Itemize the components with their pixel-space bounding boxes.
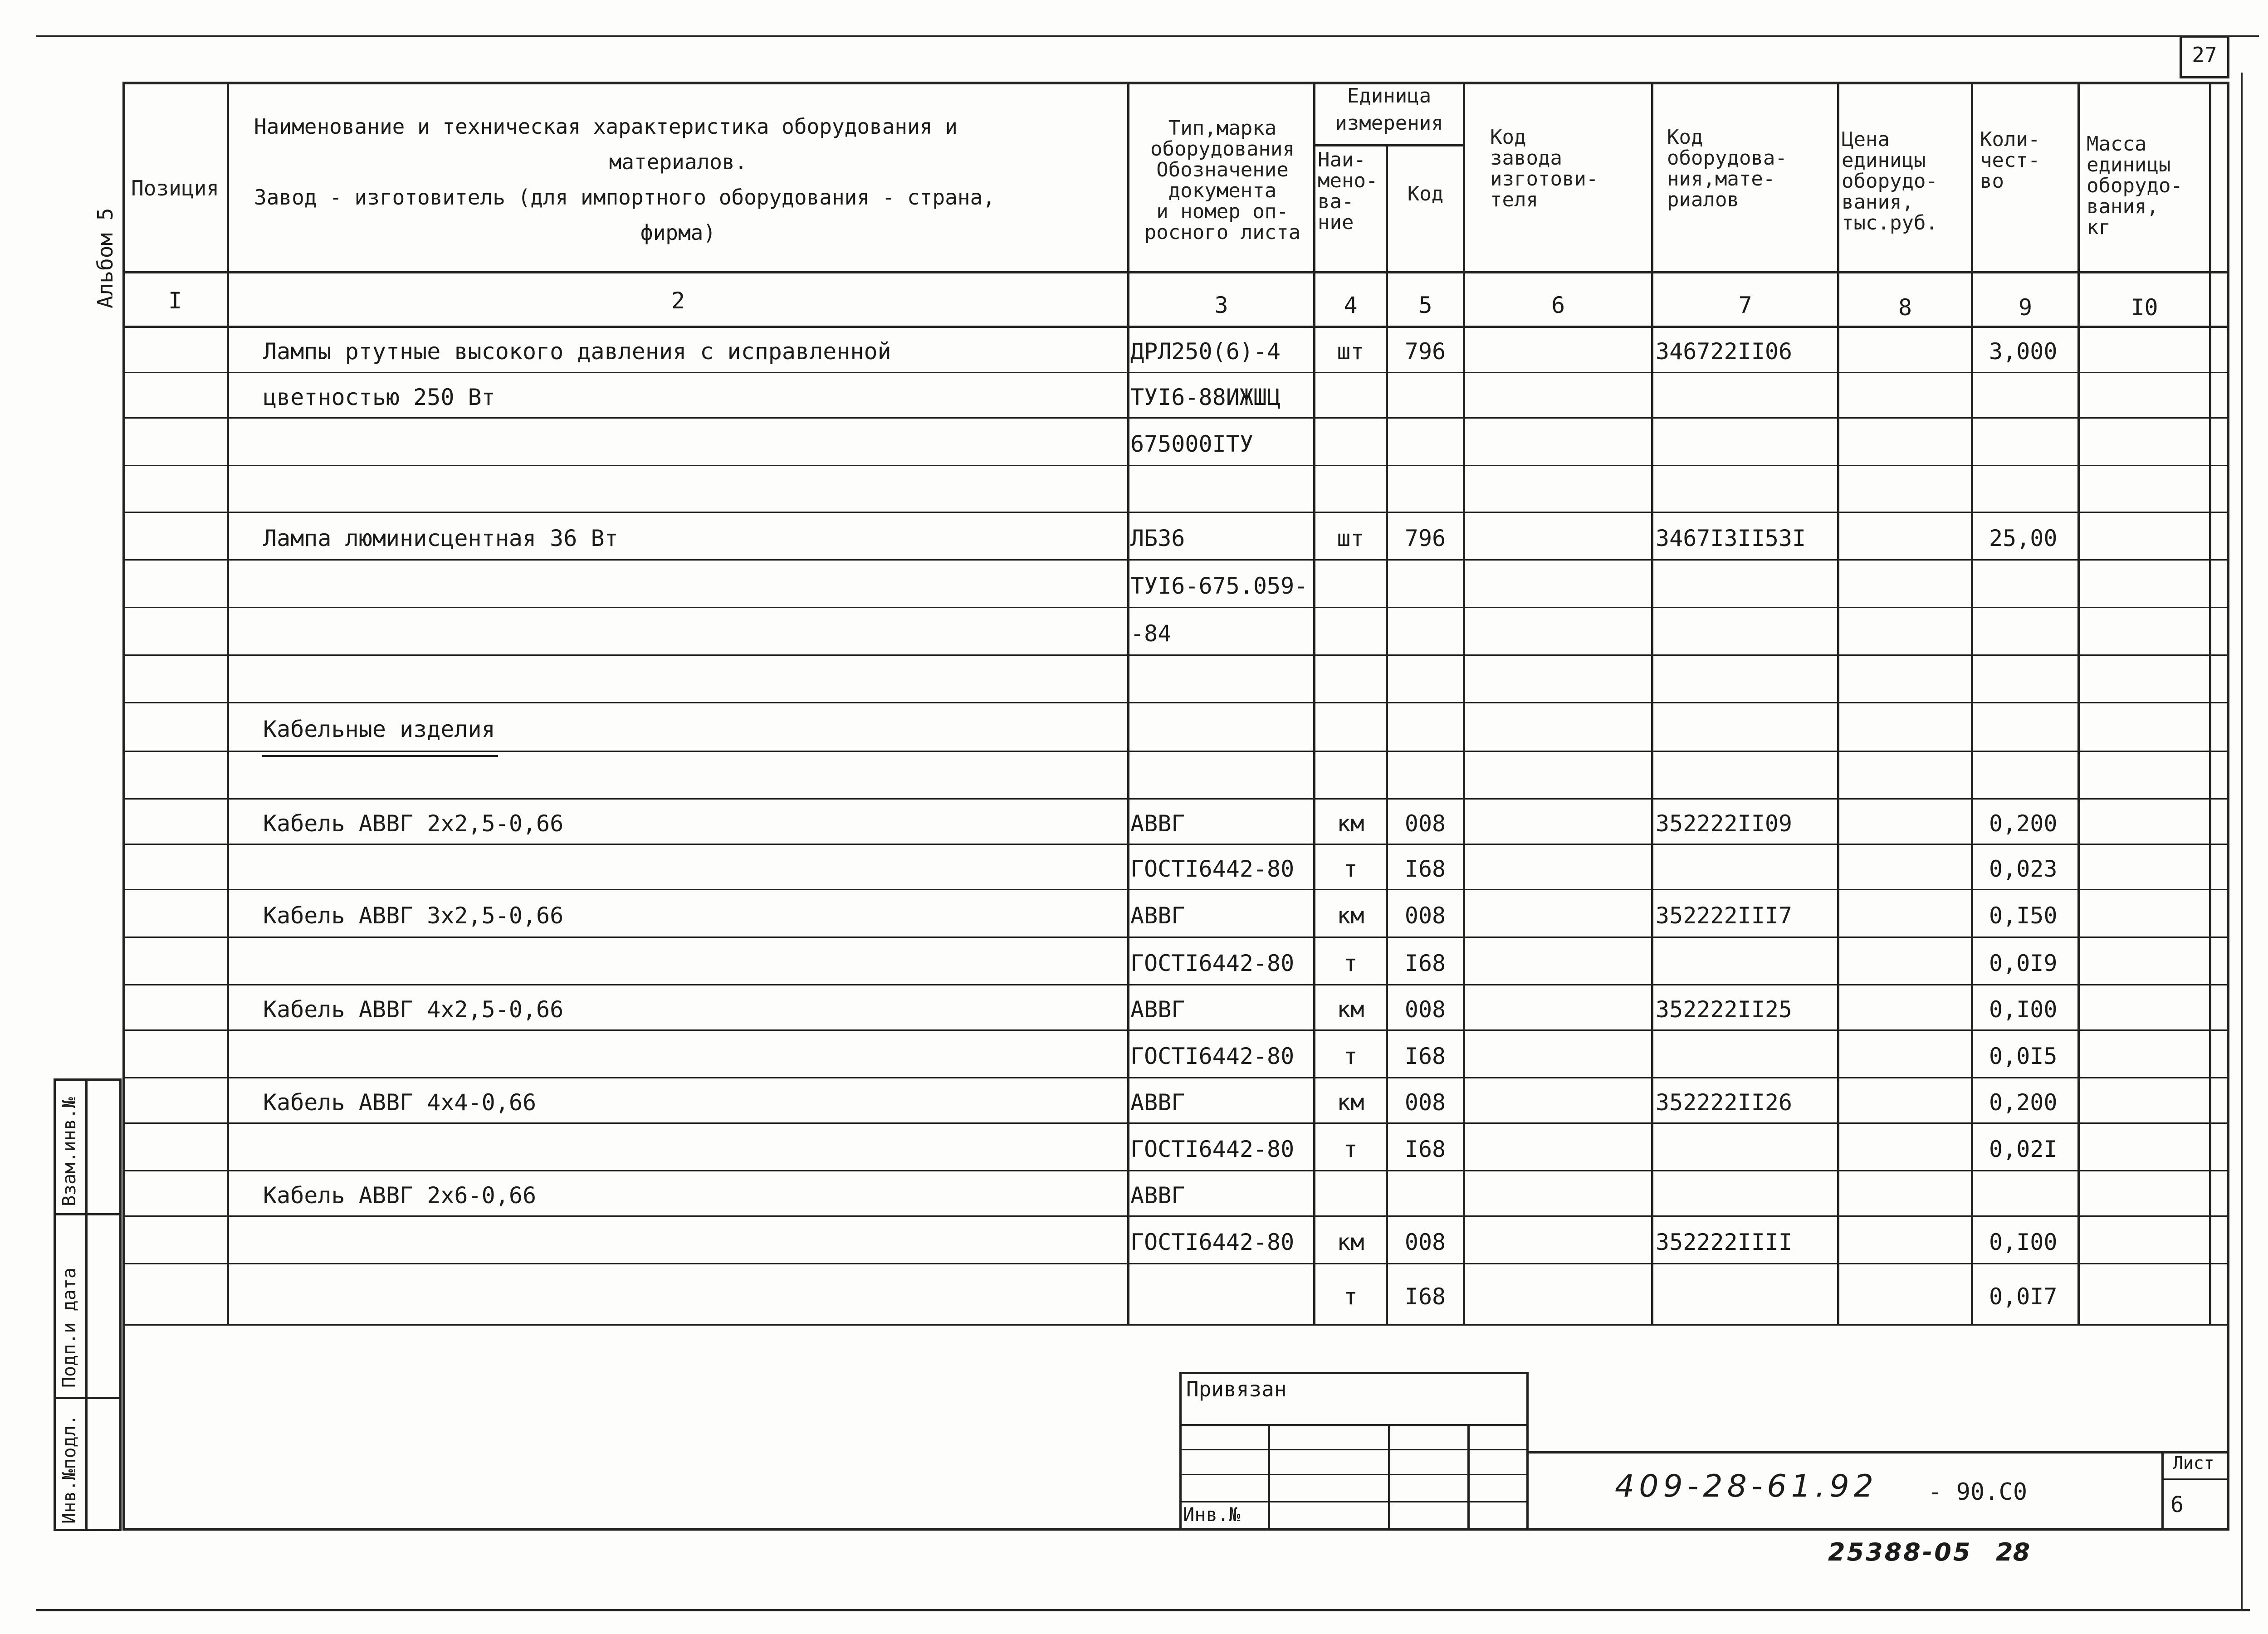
table-row-rule — [122, 372, 2229, 373]
cell-equip-code: 352222III7 — [1656, 902, 1793, 929]
header-type-line: Тип,марка — [1168, 117, 1277, 140]
header-factory-line: изготови- — [1490, 167, 1598, 190]
cell-type: 675000IТУ — [1130, 430, 1253, 457]
header-quantity — [1980, 129, 2075, 192]
table-row-rule — [122, 512, 2229, 513]
sheet-label: Лист — [2173, 1453, 2214, 1473]
header-unit-name-line: ва- — [1318, 190, 1354, 213]
cell-unit: т — [1344, 1283, 1358, 1310]
table-row-rule — [122, 1324, 2229, 1326]
header-factory-code — [1490, 127, 1644, 210]
header-name-line2: материалов. — [609, 150, 748, 174]
cell-code: 008 — [1404, 1229, 1446, 1255]
header-position: Позиция — [131, 176, 219, 200]
cell-qty: 0,200 — [1989, 1089, 2058, 1116]
header-unit-price — [1842, 129, 1971, 234]
table-row-rule — [122, 465, 2229, 466]
header-unit-name-line: Наи- — [1318, 148, 1366, 171]
table-row-rule — [122, 889, 2229, 890]
table-row-rule — [122, 702, 2229, 703]
header-mass-line: вания, — [2087, 195, 2159, 218]
cell-name: Кабель АВВГ 3x2,5-0,66 — [263, 902, 564, 929]
sheet-number: 6 — [2170, 1492, 2184, 1517]
column-number: 3 — [1214, 292, 1228, 318]
header-type-line: Обозначение — [1156, 158, 1289, 181]
table-row-rule — [122, 607, 2229, 608]
table-row-rule — [122, 844, 2229, 845]
header-type — [1132, 118, 1313, 243]
cell-code: I68 — [1404, 1283, 1446, 1310]
main-stamp-top-rule — [1529, 1451, 2229, 1454]
header-mass-line: единицы — [2087, 153, 2171, 176]
cell-unit: км — [1337, 1229, 1364, 1255]
cell-name: Лампа люминисцентная 36 Вт — [263, 525, 618, 551]
cell-unit: т — [1344, 856, 1358, 882]
header-factory-line: Код — [1490, 126, 1526, 149]
header-unit-line: Единица — [1347, 84, 1432, 107]
cell-unit: шт — [1337, 338, 1364, 365]
header-price-line: тыс.руб. — [1842, 211, 1938, 234]
section-underline — [262, 755, 498, 757]
page-number-box — [2180, 35, 2229, 78]
table-row-rule — [122, 1029, 2229, 1031]
inv-label: Инв.№ — [1183, 1503, 1241, 1526]
header-unit-group — [1315, 83, 1463, 137]
cell-type: ГОСТI6442-80 — [1130, 1043, 1295, 1069]
cell-type: ГОСТI6442-80 — [1130, 950, 1295, 976]
cell-equip-code: 346722II06 — [1656, 338, 1793, 365]
cell-type: АВВГ — [1130, 902, 1185, 929]
header-name-line4: фирма) — [640, 220, 716, 245]
header-equip-line: оборудова- — [1667, 146, 1787, 170]
header-equipment-code — [1667, 127, 1830, 210]
cell-qty: 25,00 — [1989, 525, 2058, 551]
cell-type: АВВГ — [1130, 810, 1185, 837]
header-price-line: оборудо- — [1842, 170, 1938, 193]
header-mass-line: Масса — [2087, 132, 2147, 156]
header-price-line: единицы — [1842, 149, 1926, 172]
cell-code: 796 — [1404, 338, 1446, 365]
colnum-bottom-rule — [122, 326, 2229, 328]
column-number: 4 — [1344, 292, 1358, 318]
cell-code: 796 — [1404, 525, 1446, 551]
cell-code: I68 — [1404, 1043, 1446, 1069]
header-qty-line: чест- — [1980, 149, 2040, 172]
table-row-rule — [122, 1122, 2229, 1124]
top-page-rule — [36, 35, 2259, 37]
column-number: I — [168, 288, 182, 314]
column-number: 5 — [1418, 292, 1432, 318]
header-type-line: росного листа — [1144, 221, 1301, 244]
header-name — [236, 109, 1120, 250]
table-row-rule — [122, 937, 2229, 938]
cell-name: Кабельные изделия — [263, 716, 495, 742]
right-page-rule — [2241, 73, 2243, 1610]
table-row-rule — [122, 559, 2229, 561]
header-unit-code: Код — [1407, 182, 1444, 205]
cell-type: ГОСТI6442-80 — [1130, 1229, 1295, 1255]
document-code: 409-28-61.92 — [1615, 1468, 1878, 1504]
cell-name: цветностью 250 Вт — [263, 384, 495, 410]
header-type-line: и номер оп- — [1156, 200, 1289, 223]
cell-type: АВВГ — [1130, 1182, 1185, 1209]
column-number: 8 — [1898, 294, 1912, 321]
bound-label: Привязан — [1186, 1377, 1287, 1401]
cell-type: -84 — [1130, 620, 1172, 647]
sheet-cell-divider — [2161, 1451, 2164, 1531]
cell-qty: 0,0I9 — [1989, 950, 2058, 976]
header-equip-line: ния,мате- — [1667, 167, 1775, 190]
cell-code: 008 — [1404, 996, 1446, 1023]
cell-unit: т — [1344, 1136, 1358, 1162]
col-divider — [1386, 145, 1388, 1324]
title-block-col — [1467, 1424, 1470, 1531]
cell-name: Кабель АВВГ 2x2,5-0,66 — [263, 810, 564, 837]
cell-type: ТУI6-88ИЖШЦ — [1130, 384, 1281, 410]
header-name-line3: Завод - изготовитель (для импортного оборудования - страна, — [254, 185, 995, 210]
cell-code: I68 — [1404, 856, 1446, 882]
cell-equip-code: 352222II09 — [1656, 810, 1793, 837]
cell-qty: 0,023 — [1989, 856, 2058, 882]
cell-unit: км — [1337, 996, 1364, 1023]
cell-code: 008 — [1404, 902, 1446, 929]
table-row-rule — [122, 654, 2229, 656]
header-qty-line: во — [1980, 170, 2004, 193]
page-number: 27 — [2192, 43, 2217, 67]
side-stamp-divider — [85, 1078, 88, 1531]
side-stamp-divider — [54, 1213, 122, 1215]
table-row-rule — [122, 798, 2229, 800]
header-factory-line: теля — [1490, 188, 1538, 211]
header-unit-name-line: ние — [1318, 211, 1354, 234]
header-mass-line: кг — [2087, 216, 2111, 239]
cell-equip-code: 352222II26 — [1656, 1089, 1793, 1116]
sheet-cell-rule — [2161, 1478, 2229, 1480]
cell-type: АВВГ — [1130, 1089, 1185, 1116]
cell-type: ГОСТI6442-80 — [1130, 1136, 1295, 1162]
cell-unit: т — [1344, 1043, 1358, 1069]
table-row-rule — [122, 751, 2229, 752]
title-block-col — [1268, 1424, 1270, 1531]
column-number: I0 — [2131, 294, 2158, 321]
document-suffix: - 90.C0 — [1928, 1478, 2028, 1506]
table-row-rule — [122, 1077, 2229, 1078]
header-equip-line: Код — [1667, 126, 1703, 149]
table-row-rule — [122, 1263, 2229, 1264]
cell-type: ЛБ36 — [1130, 525, 1185, 551]
side-stamp-inv-orig: Инв.№подл. — [59, 1415, 80, 1524]
cell-code: I68 — [1404, 950, 1446, 976]
cell-qty: 0,200 — [1989, 810, 2058, 837]
cell-code: 008 — [1404, 810, 1446, 837]
cell-qty: 0,I00 — [1989, 1229, 2058, 1255]
cell-equip-code: 352222II25 — [1656, 996, 1793, 1023]
header-type-line: документа — [1168, 179, 1277, 202]
cell-qty: 3,000 — [1989, 338, 2058, 365]
cell-qty: 0,I50 — [1989, 902, 2058, 929]
header-unit-name-line: мено- — [1318, 169, 1378, 192]
side-stamp-divider — [54, 1397, 122, 1399]
cell-type: ТУI6-675.059- — [1130, 572, 1308, 599]
header-equip-line: риалов — [1667, 188, 1739, 211]
header-unit-line: измерения — [1335, 112, 1443, 135]
archive-suffix: 28 — [1996, 1538, 2030, 1566]
cell-code: I68 — [1404, 1136, 1446, 1162]
album-label: Альбом 5 — [93, 208, 117, 308]
cell-unit: т — [1344, 950, 1358, 976]
cell-name: Кабель АВВГ 4x2,5-0,66 — [263, 996, 564, 1023]
column-number: 9 — [2018, 294, 2033, 321]
header-factory-line: завода — [1490, 146, 1562, 170]
column-number: 2 — [671, 288, 685, 314]
header-mass-line: оборудо- — [2087, 174, 2183, 197]
archive-number: 25388-05 — [1828, 1538, 1972, 1566]
title-block-col — [1388, 1424, 1390, 1531]
cell-name: Лампы ртутные высокого давления с исправленной — [263, 338, 891, 365]
cell-name: Кабель АВВГ 2x6-0,66 — [263, 1182, 537, 1209]
title-block-rule — [1179, 1474, 1529, 1475]
cell-equip-code: 352222IIII — [1656, 1229, 1793, 1255]
column-number: 7 — [1738, 292, 1752, 318]
cell-unit: км — [1337, 1089, 1364, 1116]
header-unit-name — [1318, 150, 1386, 233]
cell-type: ДРЛ250(6)-4 — [1130, 338, 1281, 365]
header-price-line: вания, — [1842, 190, 1914, 214]
cell-type: ГОСТI6442-80 — [1130, 856, 1295, 882]
table-row-rule — [122, 417, 2229, 419]
cell-qty: 0,0I7 — [1989, 1283, 2058, 1310]
cell-code: 008 — [1404, 1089, 1446, 1116]
bottom-page-rule — [36, 1609, 2250, 1611]
cell-qty: 0,0I5 — [1989, 1043, 2058, 1069]
column-number: 6 — [1551, 292, 1565, 318]
side-stamp-replace-inv: Взам.инв.№ — [59, 1097, 80, 1206]
table-row-rule — [122, 1215, 2229, 1217]
cell-unit: км — [1337, 810, 1364, 837]
cell-name: Кабель АВВГ 4x4-0,66 — [263, 1089, 537, 1116]
title-block-rule — [1179, 1424, 1529, 1426]
cell-equip-code: 3467I3II53I — [1656, 525, 1806, 551]
unit-group-divider — [1313, 144, 1463, 146]
table-row-rule — [122, 1170, 2229, 1171]
cell-type: АВВГ — [1130, 996, 1185, 1023]
header-bottom-rule — [122, 271, 2229, 273]
header-name-line1: Наименование и техническая характеристика оборудования и — [254, 114, 958, 139]
cell-unit: шт — [1337, 525, 1364, 551]
cell-unit: км — [1337, 902, 1364, 929]
header-type-line: оборудования — [1150, 137, 1295, 161]
table-row-rule — [122, 984, 2229, 985]
title-block-rule — [1179, 1449, 1529, 1450]
cell-qty: 0,02I — [1989, 1136, 2058, 1162]
header-qty-line: Коли- — [1980, 128, 2040, 151]
side-stamp-sign-date: Подп.и дата — [59, 1268, 80, 1388]
header-unit-mass — [2087, 134, 2207, 238]
cell-qty: 0,I00 — [1989, 996, 2058, 1023]
header-price-line: Цена — [1842, 128, 1890, 151]
